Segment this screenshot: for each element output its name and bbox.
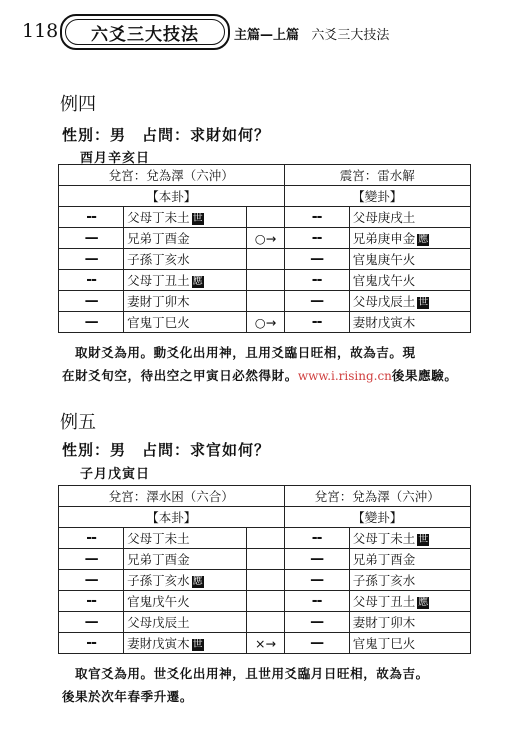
yao-line: —: [284, 549, 349, 570]
line-name: 父母丁未土: [127, 210, 190, 225]
yao-line: --: [59, 528, 124, 549]
line-name: 官鬼丁巳火: [352, 636, 416, 651]
book-title-frame: [60, 14, 230, 50]
line-name: 兄弟庚申金: [352, 231, 416, 246]
line-name: 兄弟丁酉金: [127, 552, 190, 567]
yao-line: —: [59, 249, 124, 270]
table-row: [59, 312, 471, 333]
ying-tag: 應: [418, 233, 429, 245]
line-name: 父母丁未土: [127, 531, 190, 546]
analysis-line: 取財爻為用。動爻化出用神，且用爻臨日旺相，故為吉。現: [75, 345, 416, 360]
line-name: 兄弟丁酉金: [352, 552, 416, 567]
ying-tag: 應: [192, 275, 203, 287]
yao-line: --: [59, 633, 124, 654]
table-row: [59, 570, 471, 591]
yao-line: —: [59, 228, 124, 249]
left-palace: 兌宮：兌為澤（六沖）: [59, 165, 285, 186]
line-name: 妻財戊寅木: [127, 636, 190, 651]
original-hexagram-label: 【本卦】: [59, 507, 285, 528]
line-name: 妻財戊寅木: [352, 315, 416, 330]
yao-line: --: [284, 228, 349, 249]
yao-line: —: [59, 291, 124, 312]
line-name: 官鬼丁巳火: [127, 315, 190, 330]
shi-tag: 世: [418, 296, 429, 308]
yao-line: --: [59, 270, 124, 291]
watermark-text: www.i.rising.cn: [297, 369, 392, 383]
shi-tag: 世: [192, 212, 203, 224]
book-title: 六爻三大技法: [91, 25, 199, 45]
line-name: 兄弟丁酉金: [127, 231, 190, 246]
table-row: [59, 549, 471, 570]
line-name: 子孫丁亥水: [127, 573, 190, 588]
line-name: 妻財丁卯木: [352, 615, 416, 630]
yao-line: --: [284, 312, 349, 333]
line-name: 父母庚戌土: [352, 210, 416, 225]
yao-line: --: [284, 270, 349, 291]
line-name: 父母丁未土: [352, 531, 416, 546]
yao-line: —: [284, 612, 349, 633]
table-row: [59, 270, 471, 291]
yao-line: —: [284, 291, 349, 312]
example-date: 子月戊寅日: [80, 467, 151, 482]
moving-mark: ○→: [247, 312, 284, 333]
line-name: 官鬼戊午火: [352, 273, 416, 288]
moving-mark: [247, 549, 284, 570]
moving-mark: [247, 528, 284, 549]
moving-mark: [247, 291, 284, 312]
yao-line: —: [59, 312, 124, 333]
line-name: 子孫丁亥水: [127, 252, 190, 267]
page-number: 118: [22, 20, 59, 42]
analysis-text: 在財爻旬空，待出空之甲寅日必然得財。: [62, 368, 298, 383]
yao-line: --: [284, 591, 349, 612]
example-meta: 性別：男 占問：求官如何？: [62, 441, 271, 459]
changed-hexagram-label: 【變卦】: [284, 186, 470, 207]
analysis-text: 後果應驗。: [391, 368, 458, 383]
moving-mark: [247, 570, 284, 591]
table-row: [59, 612, 471, 633]
left-palace: 兌宮：澤水困（六合）: [59, 486, 285, 507]
shi-tag: 世: [418, 533, 429, 545]
example-title: 例五: [60, 412, 96, 433]
ying-tag: 應: [192, 575, 203, 587]
yao-line: —: [284, 249, 349, 270]
example-date: 酉月辛亥日: [80, 151, 151, 166]
line-name: 父母丁丑土: [352, 594, 416, 609]
moving-mark: ×→: [247, 633, 284, 654]
yao-line: —: [59, 570, 124, 591]
hexagram-table: [58, 164, 471, 333]
moving-mark: [247, 207, 284, 228]
hexagram-table: [58, 485, 471, 654]
section-label: 主篇—上篇: [234, 28, 300, 43]
yao-line: --: [284, 207, 349, 228]
line-name: 官鬼庚午火: [352, 252, 416, 267]
right-palace: 兌宮：兌為澤（六沖）: [284, 486, 470, 507]
yao-line: --: [59, 207, 124, 228]
line-name: 父母戊辰土: [127, 615, 190, 630]
moving-mark: [247, 612, 284, 633]
table-row: [59, 291, 471, 312]
line-name: 官鬼戊午火: [127, 594, 190, 609]
analysis-paragraph: [62, 662, 480, 708]
yao-line: --: [284, 528, 349, 549]
moving-mark: [247, 591, 284, 612]
moving-mark: [247, 249, 284, 270]
table-row: [59, 633, 471, 654]
table-row: [59, 591, 471, 612]
yao-line: —: [59, 612, 124, 633]
yao-line: --: [59, 591, 124, 612]
changed-hexagram-label: 【變卦】: [284, 507, 470, 528]
analysis-line: 取官爻為用。世爻化出用神，且世用爻臨月日旺相，故為吉。: [75, 666, 429, 681]
yao-line: —: [59, 549, 124, 570]
analysis-line: 後果於次年春季升遷。: [62, 689, 194, 704]
shi-tag: 世: [192, 638, 203, 650]
table-row: [59, 207, 471, 228]
moving-mark: [247, 270, 284, 291]
line-name: 父母戊辰土: [352, 294, 416, 309]
example-title: 例四: [60, 94, 96, 115]
original-hexagram-label: 【本卦】: [59, 186, 285, 207]
line-name: 子孫丁亥水: [352, 573, 416, 588]
line-name: 父母丁丑土: [127, 273, 190, 288]
yao-line: —: [284, 633, 349, 654]
right-palace: 震宮：雷水解: [284, 165, 470, 186]
moving-mark: ○→: [247, 228, 284, 249]
example-meta: 性別：男 占問：求財如何？: [62, 126, 271, 144]
table-row: [59, 228, 471, 249]
page-header: [0, 0, 527, 52]
table-row: [59, 528, 471, 549]
yao-line: —: [284, 570, 349, 591]
ying-tag: 應: [418, 596, 429, 608]
section-title: 六爻三大技法: [311, 28, 390, 43]
table-row: [59, 249, 471, 270]
analysis-line: [62, 364, 480, 388]
line-name: 妻財丁卯木: [127, 294, 190, 309]
section-heading: [234, 24, 389, 43]
analysis-paragraph: [62, 341, 480, 388]
